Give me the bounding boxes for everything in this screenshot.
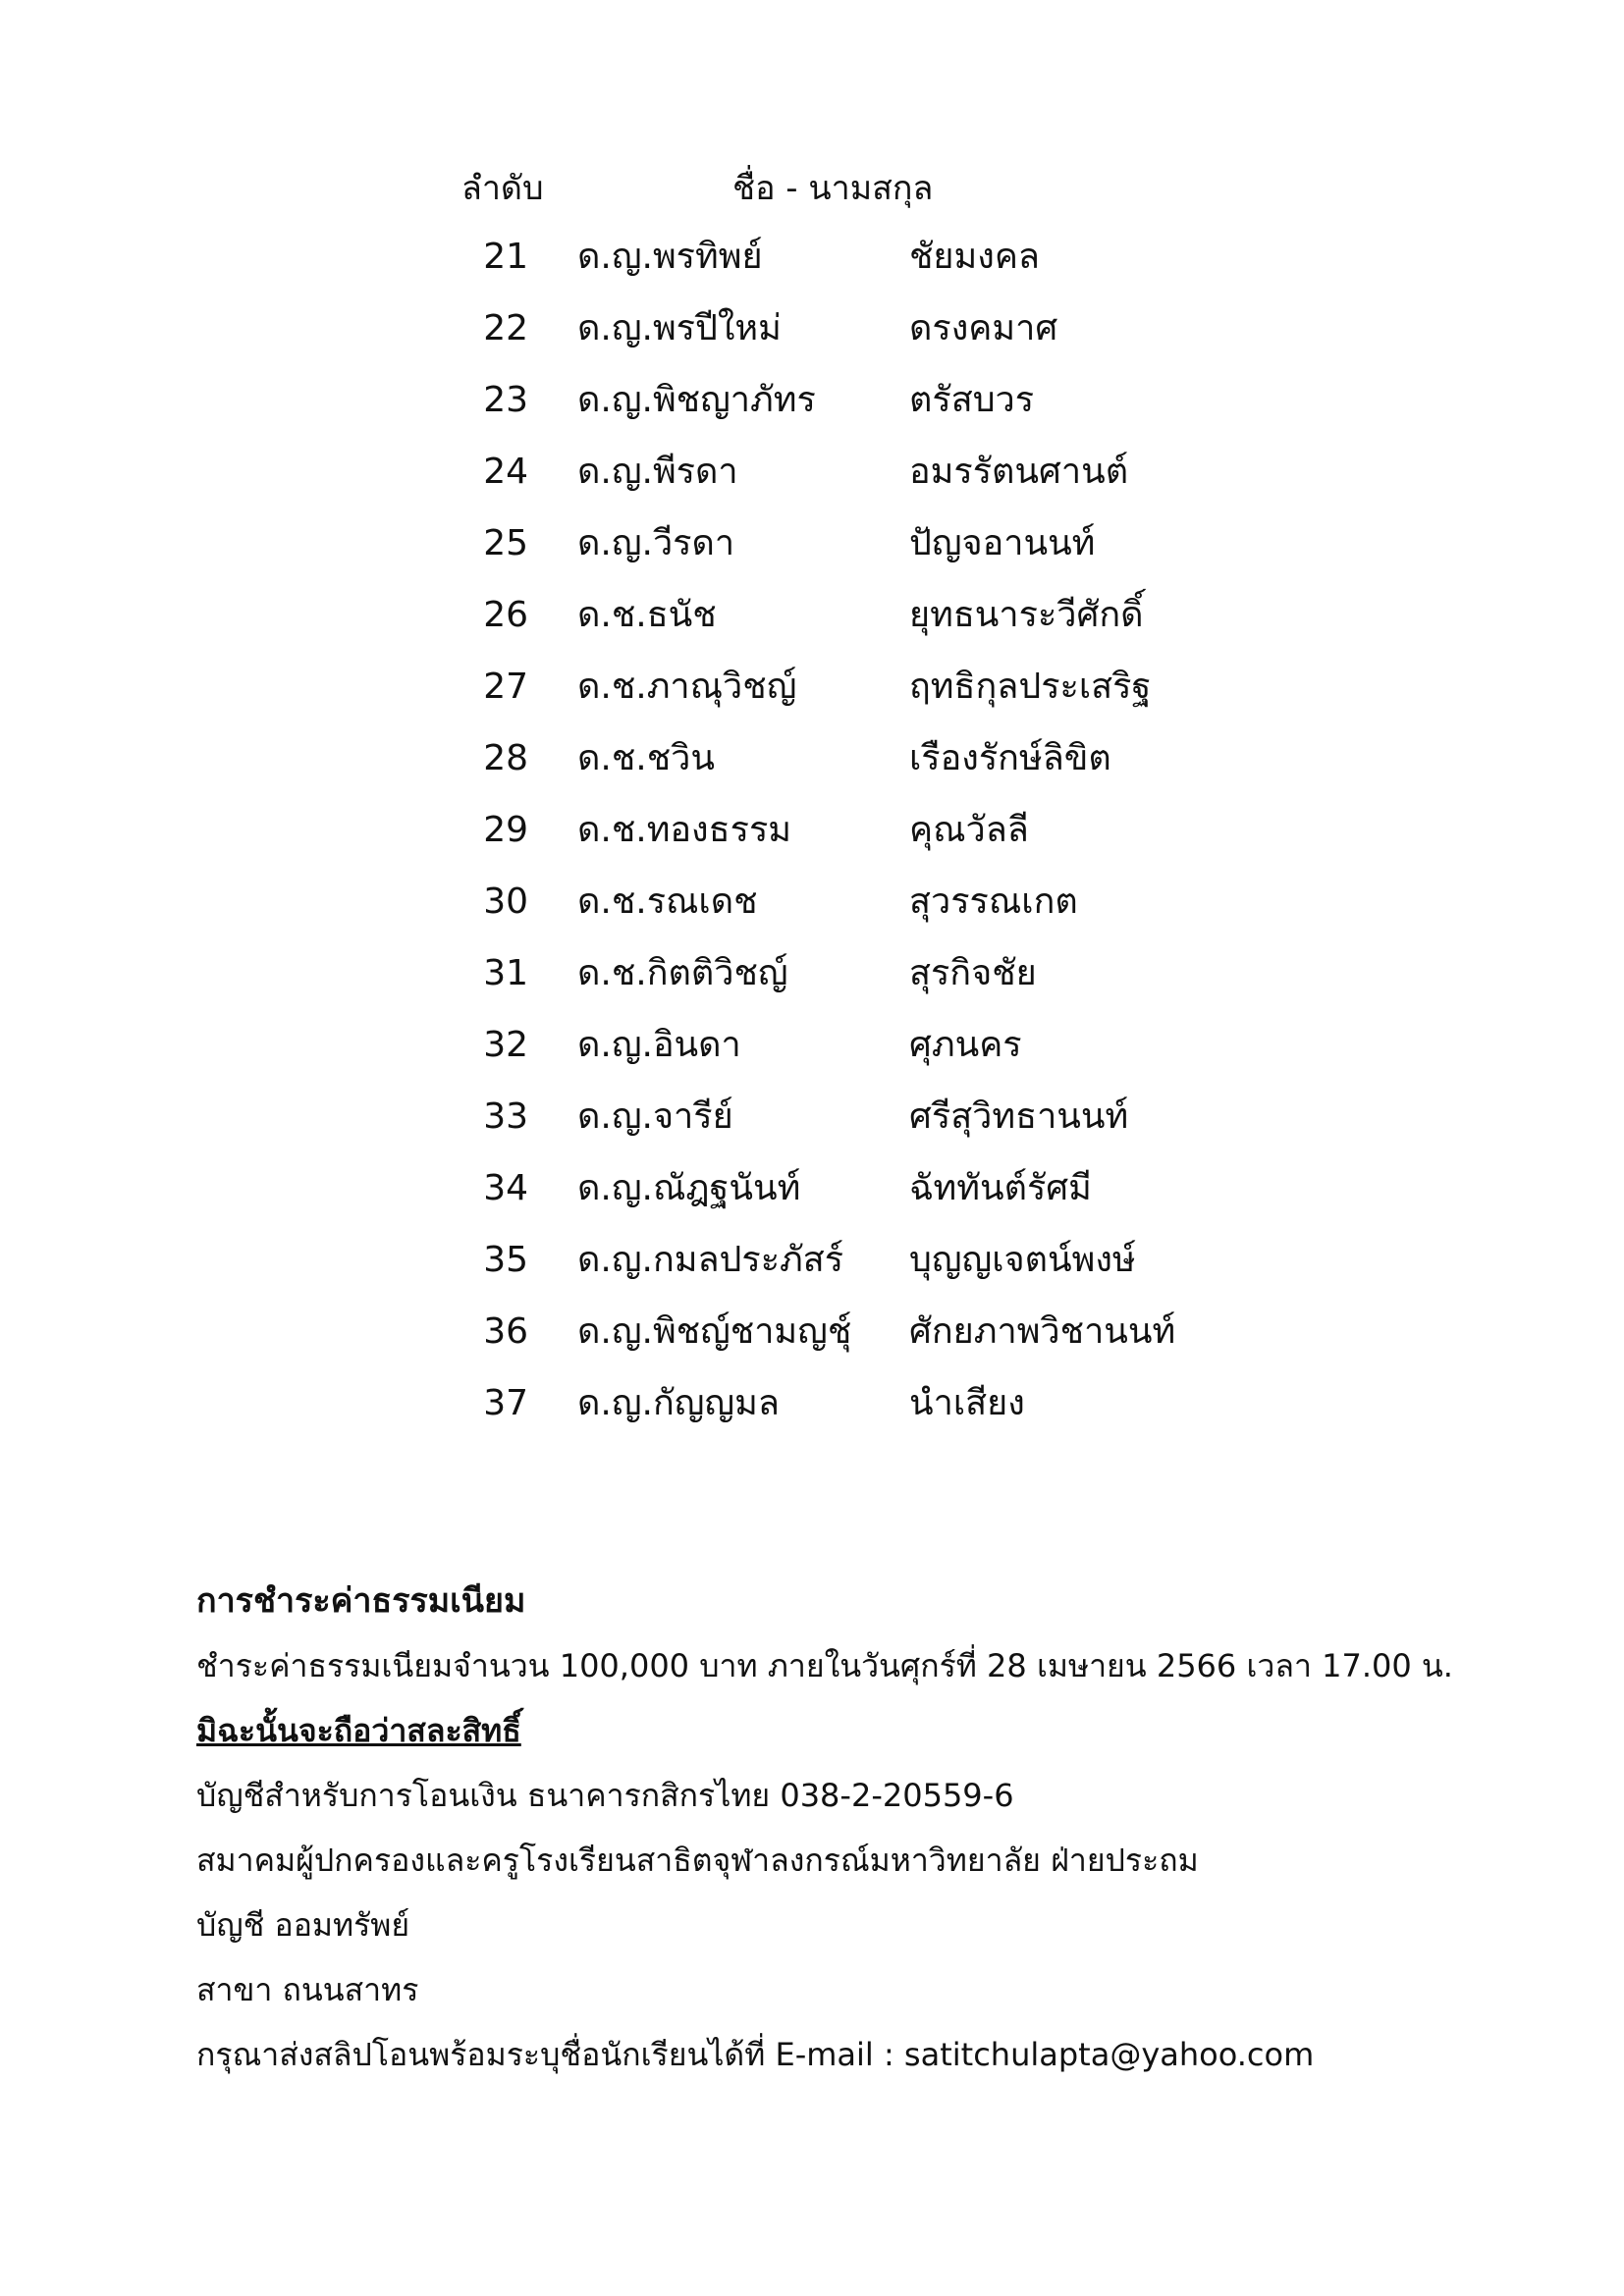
student-number: 28 <box>483 738 528 778</box>
fee-section <box>196 1576 1473 2095</box>
student-number: 35 <box>483 1240 528 1280</box>
student-last-name: นำเสียง <box>909 1383 1025 1423</box>
student-first-name: ด.ญ.กัญญมล <box>577 1383 780 1423</box>
student-last-name: เรืองรักษ์ลิขิต <box>909 738 1111 778</box>
student-row <box>461 733 1345 805</box>
student-last-name: คุณวัลลี <box>909 810 1029 850</box>
student-first-name: ด.ช.รณเดช <box>577 881 758 922</box>
student-number: 32 <box>483 1025 528 1065</box>
student-number: 27 <box>483 667 528 707</box>
student-row <box>461 518 1345 590</box>
student-first-name: ด.ญ.พรปีใหม่ <box>577 308 782 348</box>
student-row <box>461 232 1345 303</box>
student-row <box>461 662 1345 733</box>
student-row <box>461 447 1345 518</box>
student-row <box>461 590 1345 662</box>
branch-line: สาขา ถนนสาทร <box>196 1971 419 2008</box>
student-number: 21 <box>483 237 528 277</box>
student-row <box>461 1378 1345 1450</box>
student-first-name: ด.ญ.พิชญาภัทร <box>577 380 816 420</box>
student-number: 26 <box>483 595 528 635</box>
student-number: 36 <box>483 1311 528 1352</box>
student-first-name: ด.ช.ภาณุวิชญ์ <box>577 667 797 707</box>
header-full-name: ชื่อ - นามสกุล <box>732 169 934 208</box>
student-first-name: ด.ญ.จารีย์ <box>577 1096 733 1137</box>
student-number: 34 <box>483 1168 528 1208</box>
student-last-name: ดรงคมาศ <box>909 308 1058 348</box>
student-number: 30 <box>483 881 528 922</box>
student-row <box>461 1020 1345 1092</box>
student-row <box>461 1307 1345 1378</box>
header-order: ลำดับ <box>461 169 544 208</box>
student-list <box>461 232 1345 1450</box>
student-row <box>461 877 1345 948</box>
student-first-name: ด.ญ.ณัฎฐนันท์ <box>577 1168 801 1208</box>
student-row <box>461 1092 1345 1163</box>
account-type-line: บัญชี ออมทรัพย์ <box>196 1906 410 1944</box>
student-last-name: ตรัสบวร <box>909 380 1035 420</box>
student-last-name: บุญญเจตน์พงษ์ <box>909 1240 1136 1280</box>
student-row <box>461 303 1345 375</box>
student-number: 22 <box>483 308 528 348</box>
student-first-name: ด.ช.กิตติวิชญ์ <box>577 953 788 993</box>
student-last-name: ปัญจอานนท์ <box>909 523 1096 563</box>
email-line: กรุณาส่งสลิปโอนพร้อมระบุชื่อนักเรียนได้ที่ E-mail : satitchulapta@yahoo.com <box>196 2036 1315 2073</box>
student-last-name: ศรีสุวิทธานนท์ <box>909 1096 1129 1137</box>
student-last-name: ศักยภาพวิชานนท์ <box>909 1311 1176 1352</box>
student-number: 33 <box>483 1096 528 1137</box>
student-first-name: ด.ช.ชวิน <box>577 738 715 778</box>
student-first-name: ด.ช.ทองธรรม <box>577 810 792 850</box>
student-number: 37 <box>483 1383 528 1423</box>
student-number: 23 <box>483 380 528 420</box>
association-line: สมาคมผู้ปกครองและครูโรงเรียนสาธิตจุฬาลงกรณ์มหาวิทยาลัย ฝ่ายประถม <box>196 1842 1199 1879</box>
student-last-name: ศุภนคร <box>909 1025 1022 1065</box>
bank-account-line: บัญชีสำหรับการโอนเงิน ธนาคารกสิกรไทย 038-2-20559-6 <box>196 1777 1014 1814</box>
student-number: 31 <box>483 953 528 993</box>
student-row <box>461 375 1345 447</box>
student-last-name: ฉัททันต์รัศมี <box>909 1168 1092 1208</box>
student-number: 25 <box>483 523 528 563</box>
student-row <box>461 948 1345 1020</box>
student-row <box>461 1235 1345 1307</box>
payment-amount-line: ชำระค่าธรรมเนียมจำนวน 100,000 บาท ภายในวันศุกร์ที่ 28 เมษายน 2566 เวลา 17.00 น. <box>196 1647 1453 1684</box>
student-last-name: ฤทธิกุลประเสริฐ <box>909 667 1152 707</box>
forfeit-warning: มิฉะนั้นจะถือว่าสละสิทธิ์ <box>196 1712 521 1749</box>
student-first-name: ด.ญ.วีรดา <box>577 523 735 563</box>
student-first-name: ด.ญ.พิชญ์ชามญชุ์ <box>577 1311 852 1352</box>
fee-heading: การชำระค่าธรรมเนียม <box>196 1581 526 1621</box>
student-row <box>461 1163 1345 1235</box>
student-last-name: ชัยมงคล <box>909 237 1040 277</box>
student-number: 24 <box>483 452 528 492</box>
student-first-name: ด.ช.ธนัช <box>577 595 717 635</box>
student-first-name: ด.ญ.พรทิพย์ <box>577 237 763 277</box>
student-first-name: ด.ญ.อินดา <box>577 1025 741 1065</box>
student-row <box>461 805 1345 877</box>
student-last-name: สุวรรณเกต <box>909 881 1078 922</box>
student-last-name: ยุทธนาระวีศักดิ์ <box>909 595 1144 635</box>
student-last-name: สุรกิจชัย <box>909 953 1037 993</box>
student-last-name: อมรรัตนศานต์ <box>909 452 1129 492</box>
student-first-name: ด.ญ.กมลประภัสร์ <box>577 1240 844 1280</box>
student-number: 29 <box>483 810 528 850</box>
student-first-name: ด.ญ.พีรดา <box>577 452 738 492</box>
